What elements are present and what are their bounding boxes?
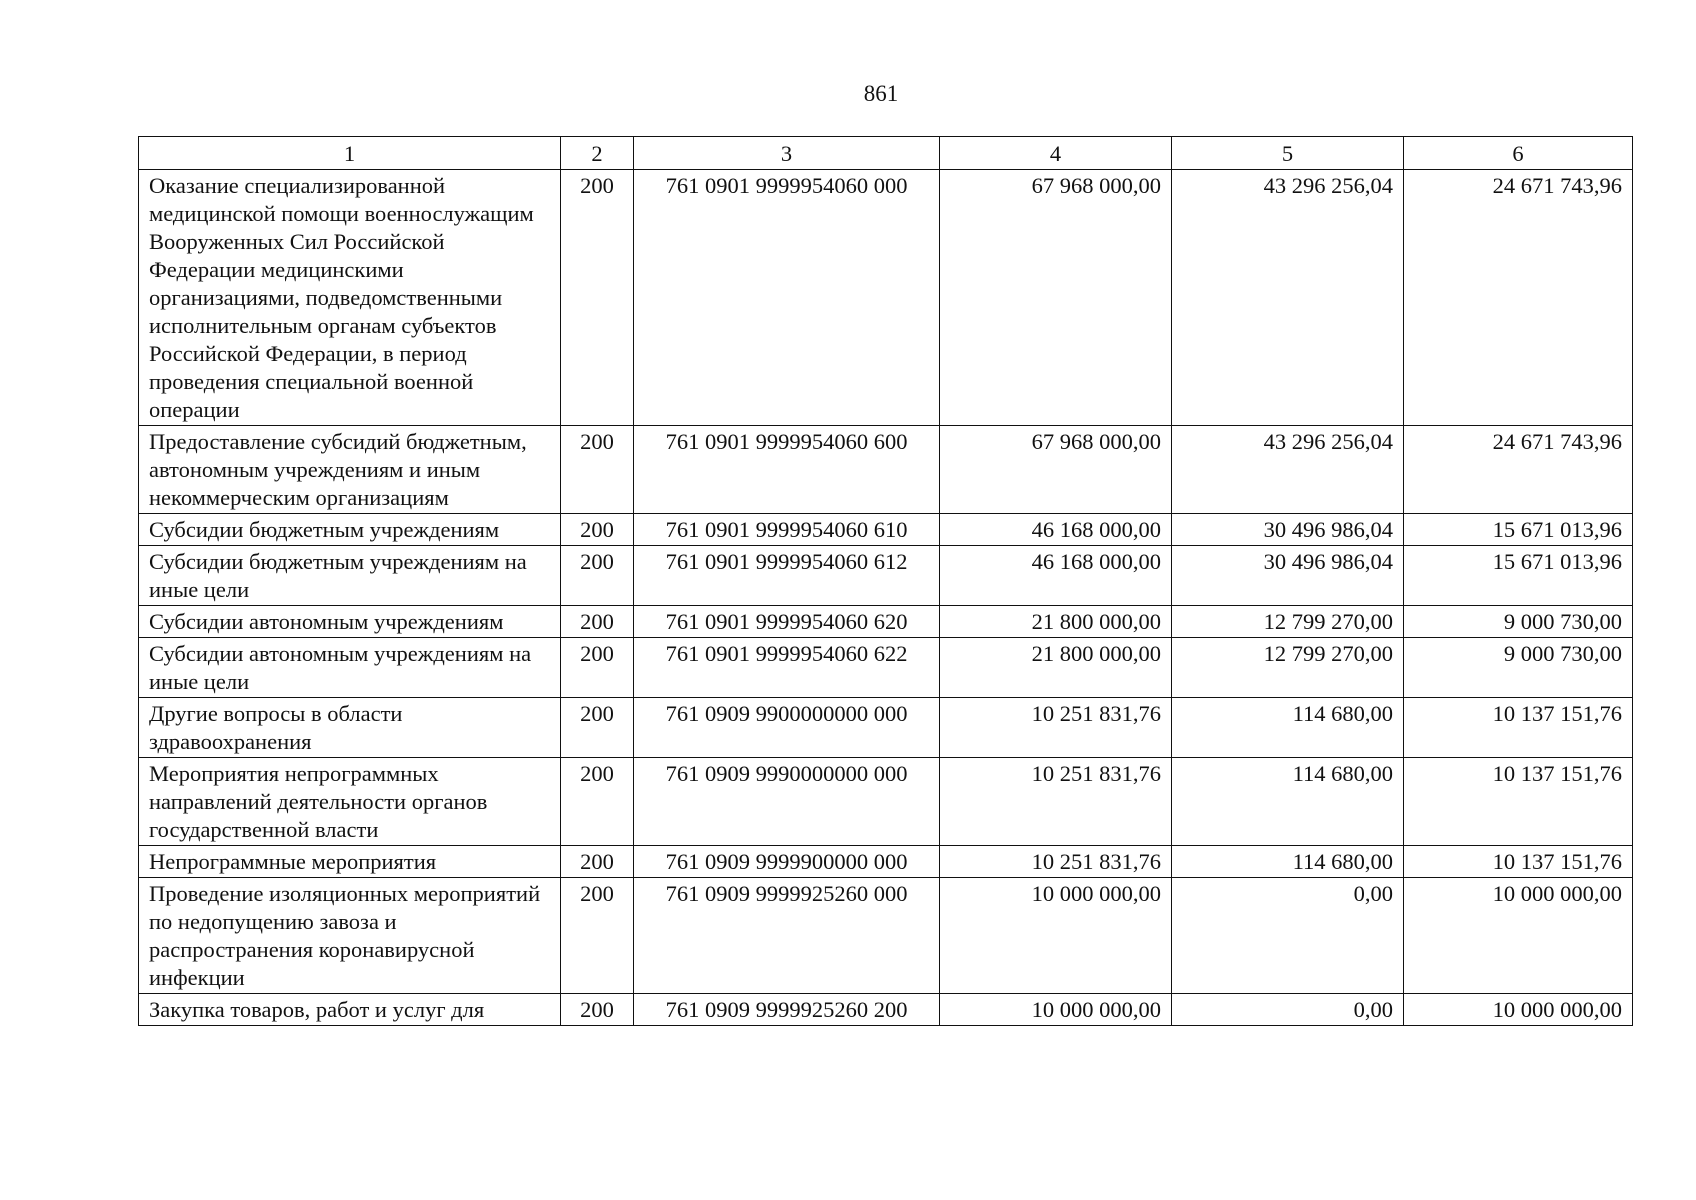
- row-col4: 21 800 000,00: [940, 638, 1172, 698]
- row-col4: 46 168 000,00: [940, 546, 1172, 606]
- row-col4: 10 000 000,00: [940, 878, 1172, 994]
- row-col5: 43 296 256,04: [1172, 426, 1404, 514]
- row-col4: 21 800 000,00: [940, 606, 1172, 638]
- row-col4: 10 251 831,76: [940, 846, 1172, 878]
- row-col6: 15 671 013,96: [1404, 514, 1633, 546]
- row-code: 200: [561, 994, 634, 1026]
- row-col6: 10 000 000,00: [1404, 994, 1633, 1026]
- table-row: [139, 546, 1633, 606]
- budget-table: [138, 136, 1633, 1026]
- row-col5: 114 680,00: [1172, 698, 1404, 758]
- row-code: 200: [561, 846, 634, 878]
- table-row: [139, 606, 1633, 638]
- row-code: 200: [561, 546, 634, 606]
- row-name: Оказание специализированной медицинской помощи военнослужащим Вооруженных Сил Российской Федерации медицинскими организациями, подведомственными исполнительным органам субъектов Российской Федерации, в период проведения специальной военной операции: [139, 170, 561, 426]
- row-code: 200: [561, 638, 634, 698]
- row-col5: 30 496 986,04: [1172, 514, 1404, 546]
- row-name: Субсидии бюджетным учреждениям: [139, 514, 561, 546]
- table-row: [139, 514, 1633, 546]
- header-cell-5: 5: [1172, 137, 1404, 170]
- row-code: 200: [561, 878, 634, 994]
- row-col6: 24 671 743,96: [1404, 170, 1633, 426]
- row-col5: 12 799 270,00: [1172, 606, 1404, 638]
- row-kbk: 761 0901 9999954060 600: [634, 426, 940, 514]
- header-row: [139, 137, 1633, 170]
- row-col4: 10 251 831,76: [940, 698, 1172, 758]
- row-col6: 24 671 743,96: [1404, 426, 1633, 514]
- row-kbk: 761 0909 9999900000 000: [634, 846, 940, 878]
- table-row: [139, 758, 1633, 846]
- row-col5: 43 296 256,04: [1172, 170, 1404, 426]
- row-kbk: 761 0901 9999954060 610: [634, 514, 940, 546]
- header-cell-3: 3: [634, 137, 940, 170]
- row-code: 200: [561, 606, 634, 638]
- row-code: 200: [561, 170, 634, 426]
- row-name: Непрограммные мероприятия: [139, 846, 561, 878]
- row-kbk: 761 0901 9999954060 620: [634, 606, 940, 638]
- row-col6: 10 137 151,76: [1404, 698, 1633, 758]
- row-col4: 46 168 000,00: [940, 514, 1172, 546]
- row-kbk: 761 0901 9999954060 612: [634, 546, 940, 606]
- row-col5: 114 680,00: [1172, 758, 1404, 846]
- row-code: 200: [561, 514, 634, 546]
- row-col5: 30 496 986,04: [1172, 546, 1404, 606]
- row-col6: 15 671 013,96: [1404, 546, 1633, 606]
- table-row: [139, 994, 1633, 1026]
- header-cell-1: 1: [139, 137, 561, 170]
- row-col5: 12 799 270,00: [1172, 638, 1404, 698]
- row-name: Закупка товаров, работ и услуг для: [139, 994, 561, 1026]
- row-col6: 9 000 730,00: [1404, 638, 1633, 698]
- row-col6: 10 000 000,00: [1404, 878, 1633, 994]
- row-code: 200: [561, 758, 634, 846]
- header-cell-6: 6: [1404, 137, 1633, 170]
- row-code: 200: [561, 698, 634, 758]
- table-row: [139, 878, 1633, 994]
- table-row: [139, 846, 1633, 878]
- row-kbk: 761 0909 9900000000 000: [634, 698, 940, 758]
- row-name: Предоставление субсидий бюджетным, автономным учреждениям и иным некоммерческим организациям: [139, 426, 561, 514]
- row-col6: 10 137 151,76: [1404, 758, 1633, 846]
- row-col4: 10 251 831,76: [940, 758, 1172, 846]
- row-col6: 10 137 151,76: [1404, 846, 1633, 878]
- row-name: Субсидии бюджетным учреждениям на иные цели: [139, 546, 561, 606]
- row-code: 200: [561, 426, 634, 514]
- row-kbk: 761 0909 9999925260 200: [634, 994, 940, 1026]
- row-name: Субсидии автономным учреждениям: [139, 606, 561, 638]
- page-number: 861: [863, 81, 899, 106]
- row-col4: 10 000 000,00: [940, 994, 1172, 1026]
- table-row: [139, 170, 1633, 426]
- row-kbk: 761 0901 9999954060 622: [634, 638, 940, 698]
- row-kbk: 761 0909 9990000000 000: [634, 758, 940, 846]
- row-col5: 0,00: [1172, 878, 1404, 994]
- table-row: [139, 426, 1633, 514]
- row-kbk: 761 0901 9999954060 000: [634, 170, 940, 426]
- header-cell-4: 4: [940, 137, 1172, 170]
- table-row: [139, 638, 1633, 698]
- table-row: [139, 698, 1633, 758]
- row-col5: 0,00: [1172, 994, 1404, 1026]
- row-col6: 9 000 730,00: [1404, 606, 1633, 638]
- row-name: Проведение изоляционных мероприятий по недопущению завоза и распространения коронавирусной инфекции: [139, 878, 561, 994]
- row-kbk: 761 0909 9999925260 000: [634, 878, 940, 994]
- row-col5: 114 680,00: [1172, 846, 1404, 878]
- row-name: Другие вопросы в области здравоохранения: [139, 698, 561, 758]
- row-name: Мероприятия непрограммных направлений деятельности органов государственной власти: [139, 758, 561, 846]
- row-col4: 67 968 000,00: [940, 170, 1172, 426]
- row-col4: 67 968 000,00: [940, 426, 1172, 514]
- row-name: Субсидии автономным учреждениям на иные цели: [139, 638, 561, 698]
- header-cell-2: 2: [561, 137, 634, 170]
